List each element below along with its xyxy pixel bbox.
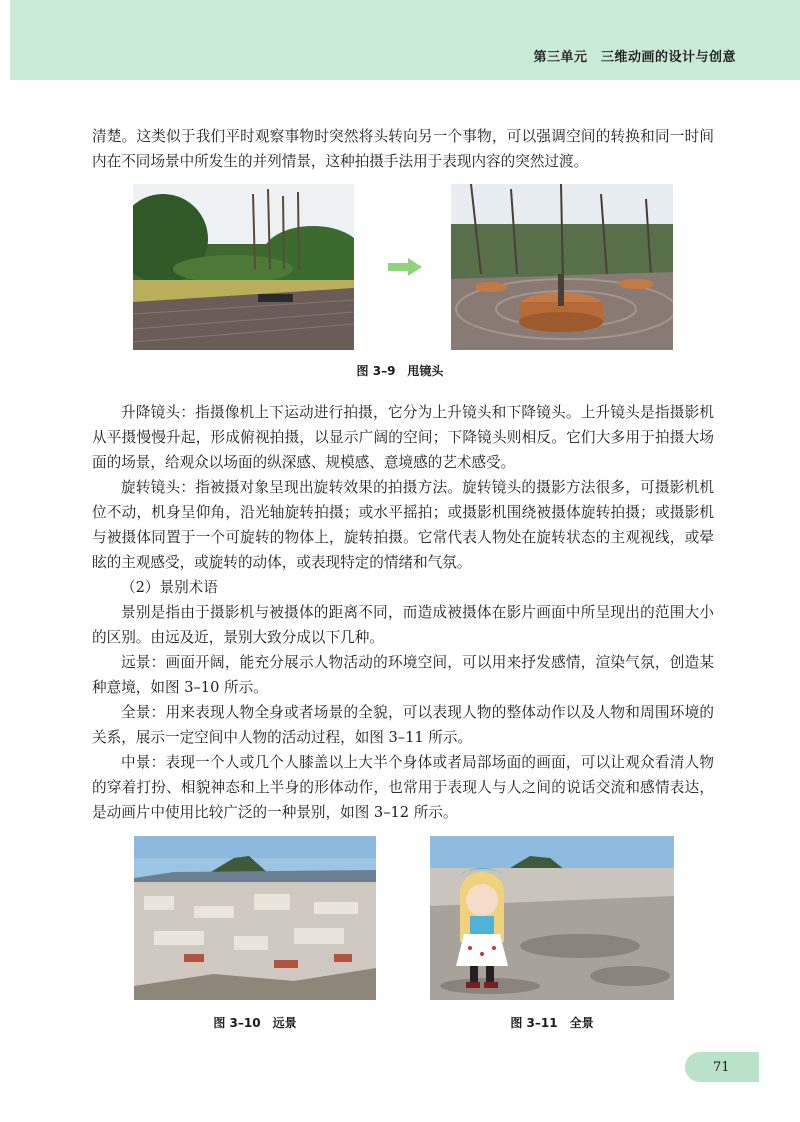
figure-caption-3-10: 图 3–10 远景 xyxy=(213,1016,297,1030)
arrow-right-icon xyxy=(388,258,422,276)
paragraph-full-shot: 全景：用来表现人物全身或者场景的全貌，可以表现人物的整体动作以及人物和周围环境的关系，展示一定空间中人物的活动过程，如图 3–11 所示。 xyxy=(92,704,714,746)
header-band xyxy=(10,0,800,80)
paragraph-crane-shot: 升降镜头：指摄像机上下运动进行拍摄，它分为上升镜头和下降镜头。上升镜头是指摄影机从平摄慢慢升起，形成俯视拍摄，以显示广阔的空间；下降镜头则相反。它们大多用于拍摄大场面的场景，给观众以场面的纵深感、规模感、意境感的艺术感受。 xyxy=(92,404,714,471)
paragraph-shot-size-definition: 景别是指由于摄影机与被摄体的距离不同，而造成被摄体在影片画面中所呈现出的范围大小的区别。由远及近，景别大致分成以下几种。 xyxy=(92,604,714,646)
photo-city-long-shot xyxy=(134,836,376,1000)
page-number: 71 xyxy=(713,1060,730,1075)
paragraph-rotating-shot: 旋转镜头：指被摄对象呈现出旋转效果的拍摄方法。旋转镜头的摄影方法很多，可摄影机机位不动，机身呈仰角，沿光轴旋转拍摄；或水平摇拍；或摄影机围绕被摄体旋转拍摄；或摄影机与被摄体同置于一个可旋转的物体上，旋转拍摄。它常代表人物处在旋转状态的主观视线，或晕眩的主观感受，或旋转的动体，或表现特定的情绪和气氛。 xyxy=(92,479,714,571)
section-heading-shot-size: （2）景别术语 xyxy=(121,579,218,596)
chapter-title: 第三单元 三维动画的设计与创意 xyxy=(533,50,736,65)
paragraph-intro: 清楚。这类似于我们平时观察事物时突然将头转向另一个事物，可以强调空间的转换和同一时间内在不同场景中所发生的并列情景，这种拍摄手法用于表现内容的突然过渡。 xyxy=(92,128,714,170)
photo-plaza-bench xyxy=(451,184,673,350)
paragraph-medium-shot: 中景：表现一个人或几个人膝盖以上大半个身体或者局部场面的画面，可以让观众看清人物的穿着打扮、相貌神态和上半身的形体动作，也常用于表现人与人之间的说话交流和感情表达，是动画片中使用比较广泛的一种景别，如图 3–12 所示。 xyxy=(92,754,714,821)
figure-caption-3-9: 图 3–9 甩镜头 xyxy=(356,364,444,378)
figure-caption-3-11: 图 3–11 全景 xyxy=(510,1016,594,1030)
photo-doll-full-shot xyxy=(430,836,674,1000)
paragraph-long-shot: 远景：画面开阔，能充分展示人物活动的环境空间，可以用来抒发感情，渲染气氛，创造某种意境，如图 3–10 所示。 xyxy=(92,654,714,696)
photo-park-lawn xyxy=(133,184,354,350)
